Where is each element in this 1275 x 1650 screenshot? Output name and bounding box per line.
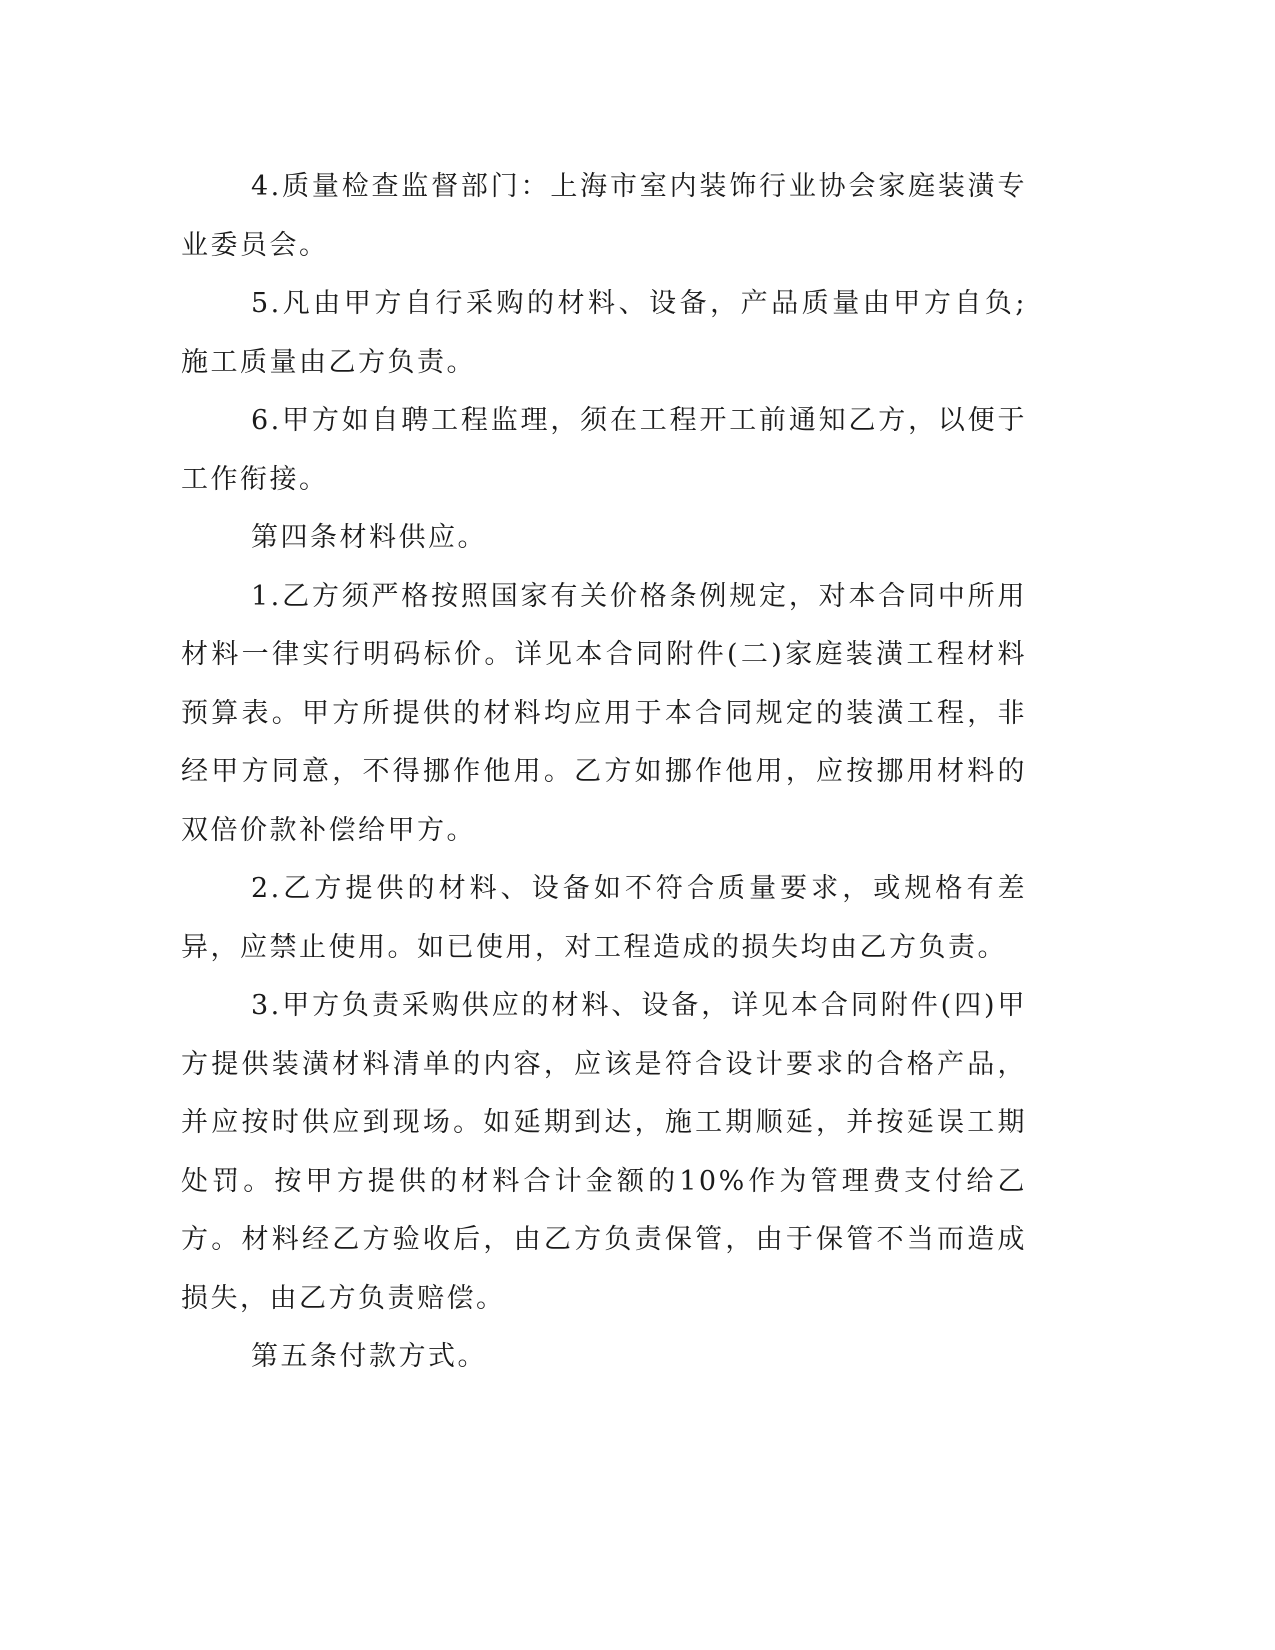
paragraph-material-pricing: 1.乙方须严格按照国家有关价格条例规定，对本合同中所用材料一律实行明码标价。详见本合同附件(二)家庭装潢工程材料预算表。甲方所提供的材料均应用于本合同规定的装潢工程，非经甲方同意，不得挪作他用。乙方如挪作他用，应按挪用材料的双倍价款补偿给甲方。 — [181, 580, 1027, 846]
paragraph-quality-supervision: 4.质量检查监督部门：上海市室内装饰行业协会家庭装潢专业委员会。 — [181, 171, 1027, 261]
section-heading-article-5: 第五条付款方式。 — [251, 1341, 487, 1372]
paragraph-party-a-materials: 3.甲方负责采购供应的材料、设备，详见本合同附件(四)甲方提供装潢材料清单的内容，应该是符合设计要求的合格产品，并应按时供应到现场。如延期到达，施工期顺延，并按延误工期处罚。按甲方提供的材料合计金额的10%作为管理费支付给乙方。材料经乙方验收后，由乙方负责保管，由于保管不当而造成损失，由乙方负责赔偿。 — [181, 990, 1027, 1314]
paragraph-project-supervisor: 6.甲方如自聘工程监理，须在工程开工前通知乙方，以便于工作衔接。 — [181, 405, 1027, 495]
section-heading-article-4: 第四条材料供应。 — [251, 522, 487, 553]
paragraph-self-purchased-materials: 5.凡由甲方自行采购的材料、设备，产品质量由甲方自负;施工质量由乙方负责。 — [181, 288, 1027, 378]
paragraph-material-quality: 2.乙方提供的材料、设备如不符合质量要求，或规格有差异，应禁止使用。如已使用，对工程造成的损失均由乙方负责。 — [181, 873, 1027, 963]
document-body — [181, 158, 1027, 1387]
